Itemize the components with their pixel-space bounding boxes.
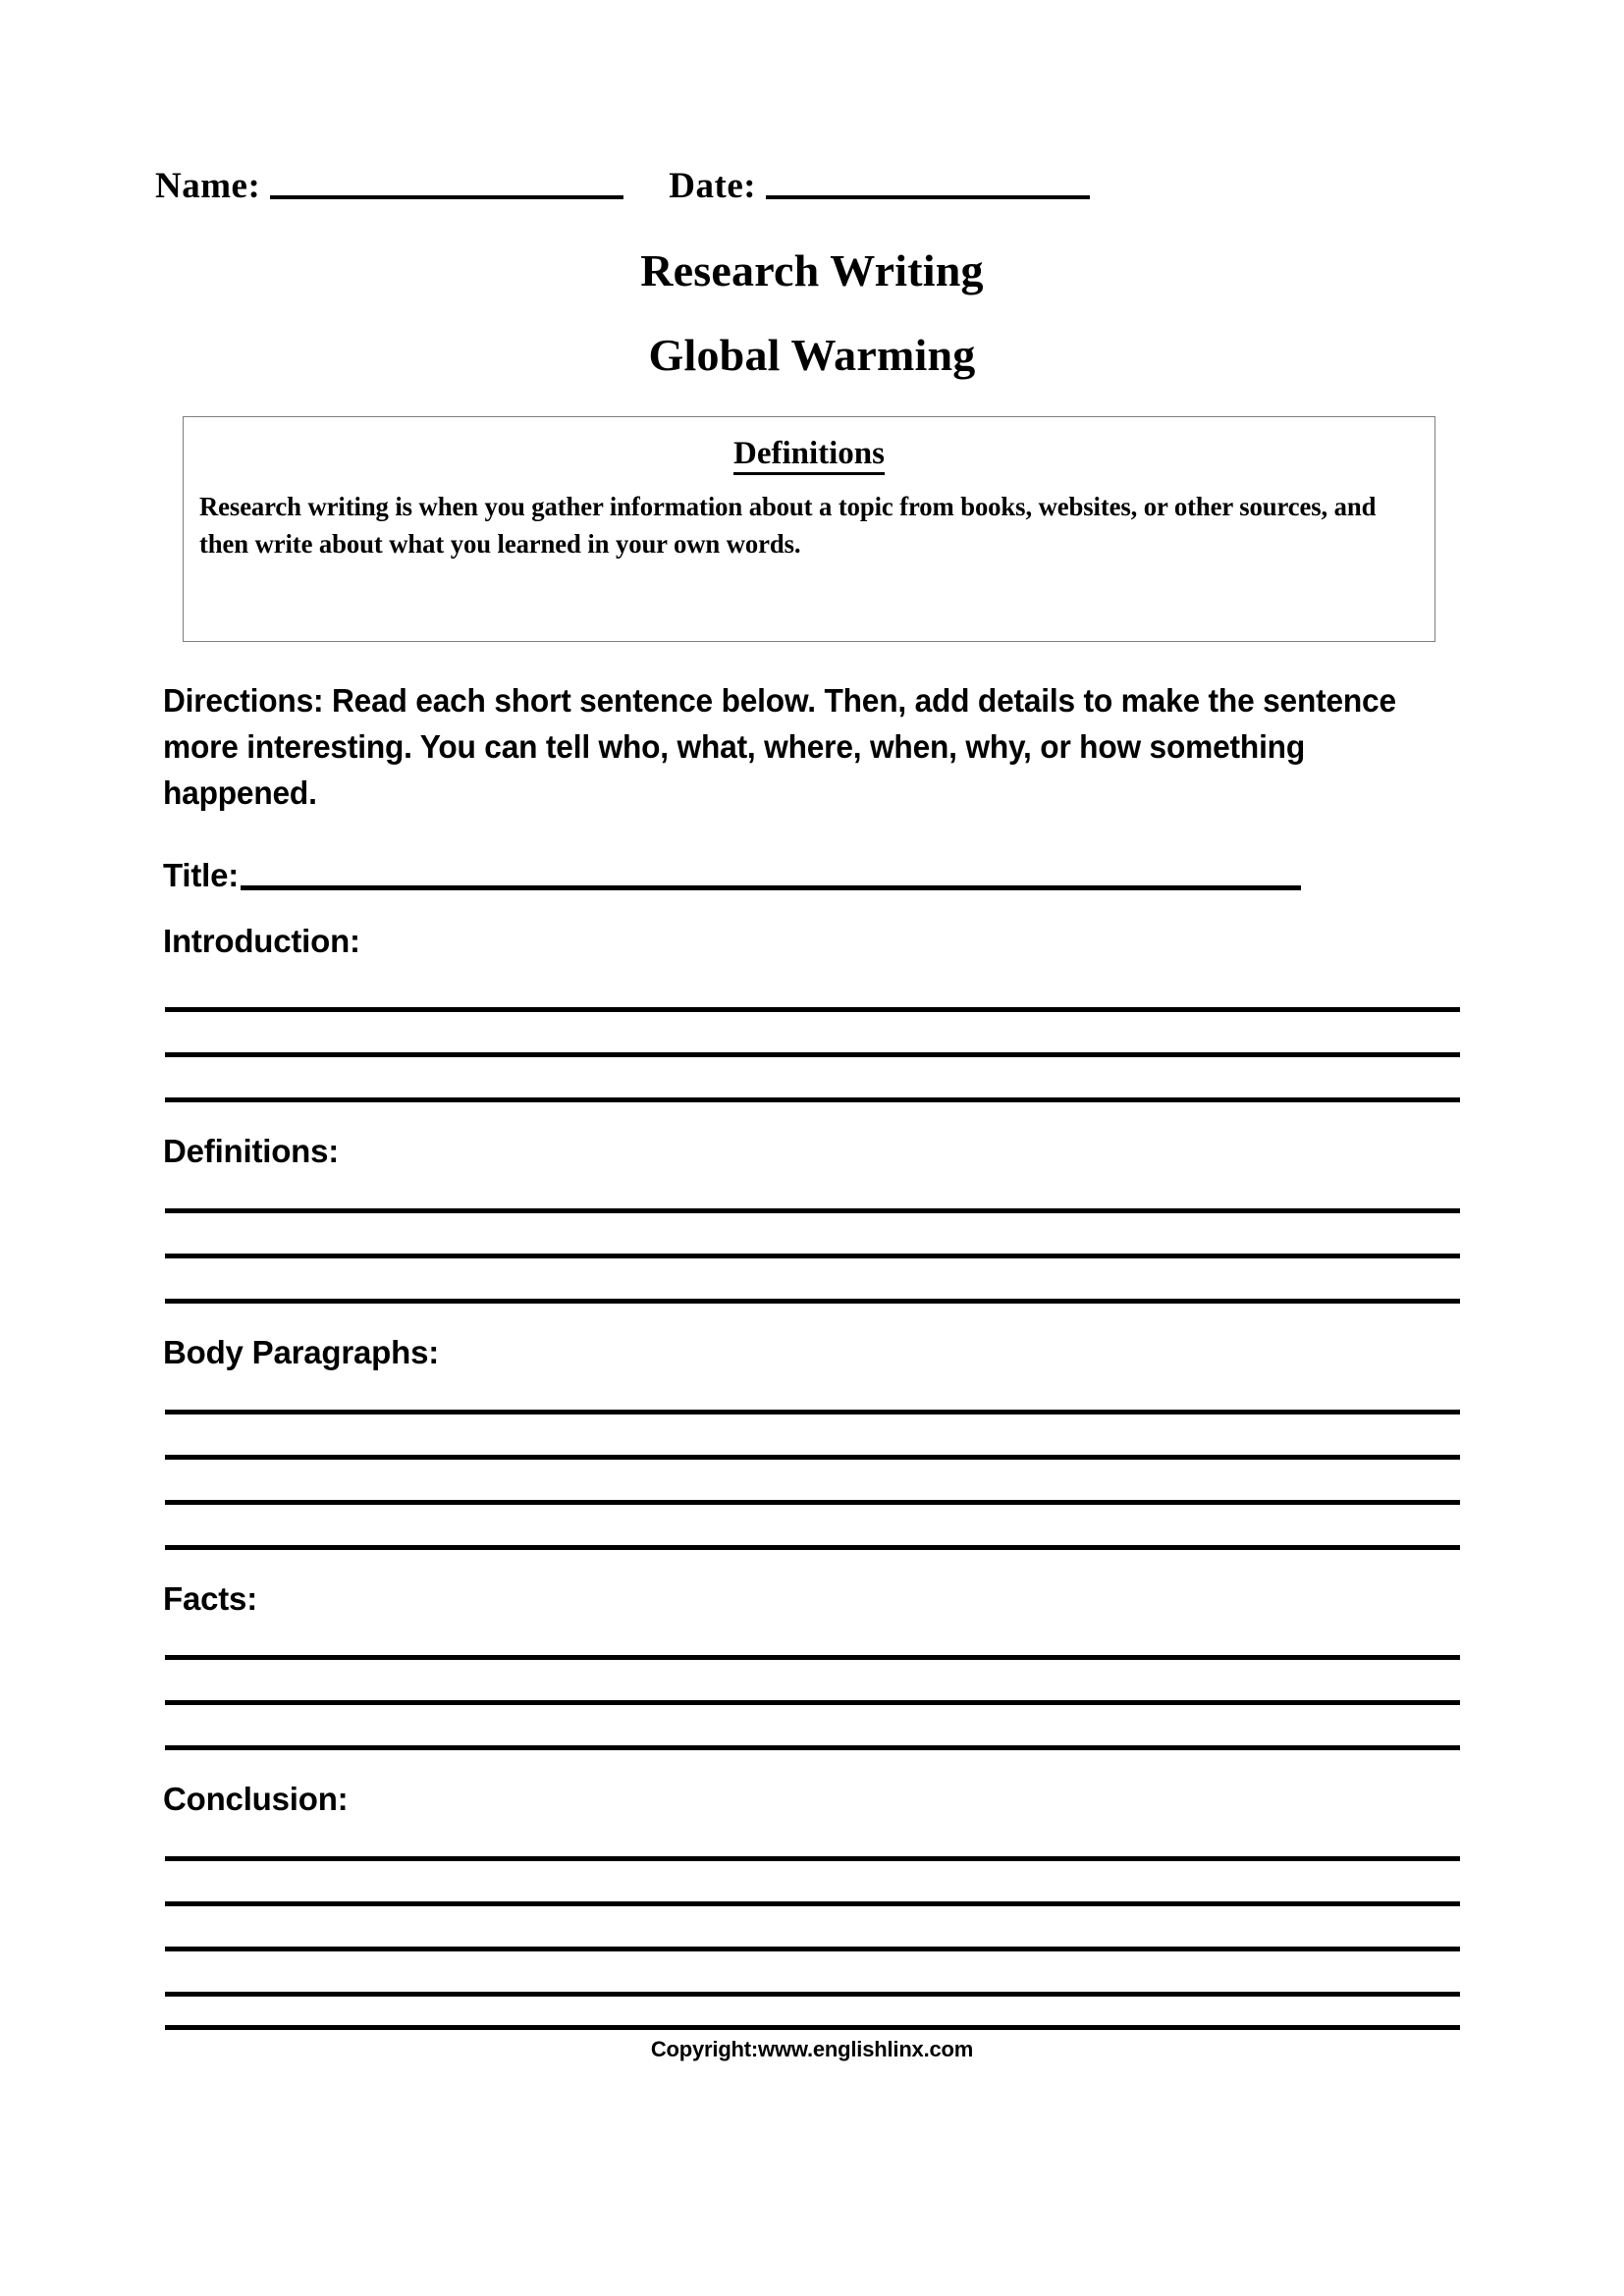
section-heading: Introduction:: [163, 923, 360, 959]
write-line[interactable]: [165, 1500, 1460, 1505]
write-line[interactable]: [165, 1856, 1460, 1861]
worksheet-title: Research Writing: [640, 245, 984, 295]
write-line[interactable]: [165, 1745, 1460, 1750]
write-line[interactable]: [165, 1992, 1460, 1997]
write-line[interactable]: [165, 1097, 1460, 1102]
section-heading: Facts:: [163, 1580, 257, 1617]
write-line[interactable]: [165, 1455, 1460, 1460]
write-line[interactable]: [165, 1947, 1460, 1951]
definitions-box-body: Research writing is when you gather information about a topic from books, websites, or other sources, and then write about what you learned in your own words.: [199, 491, 1377, 559]
write-line[interactable]: [165, 1052, 1460, 1057]
definitions-box-heading-text: Definitions: [733, 436, 885, 475]
copyright-footer: Copyright:www.englishlinx.com: [650, 2037, 974, 2061]
write-line[interactable]: [165, 2025, 1460, 2030]
title-write-line[interactable]: [241, 885, 1301, 890]
title-field: [163, 857, 1301, 894]
write-line[interactable]: [165, 1901, 1460, 1906]
worksheet-subject-title: Global Warming: [648, 330, 976, 380]
definitions-box: [183, 416, 1435, 642]
write-line[interactable]: [165, 1254, 1460, 1258]
date-write-line[interactable]: [766, 195, 1090, 199]
section-heading: Body Paragraphs:: [163, 1334, 440, 1370]
section-heading: Definitions:: [163, 1133, 340, 1169]
student-info-row: [155, 147, 1451, 206]
name-write-line[interactable]: [270, 195, 623, 199]
write-line[interactable]: [165, 1007, 1460, 1012]
write-line[interactable]: [165, 1545, 1460, 1550]
date-label: Date:: [669, 166, 757, 206]
write-line[interactable]: [165, 1700, 1460, 1705]
title-field-label: Title:: [163, 857, 240, 893]
definitions-box-heading: [184, 435, 1435, 472]
write-line[interactable]: [165, 1208, 1460, 1213]
write-line[interactable]: [165, 1410, 1460, 1415]
name-label: Name:: [155, 166, 261, 206]
section-heading: Conclusion:: [163, 1781, 349, 1817]
directions-text: Directions: Read each short sentence below. Then, add details to make the sentence more interesting. You can tell who, what, where, when, why, or how something happened.: [163, 682, 1396, 811]
write-line[interactable]: [165, 1655, 1460, 1660]
write-line[interactable]: [165, 1299, 1460, 1304]
